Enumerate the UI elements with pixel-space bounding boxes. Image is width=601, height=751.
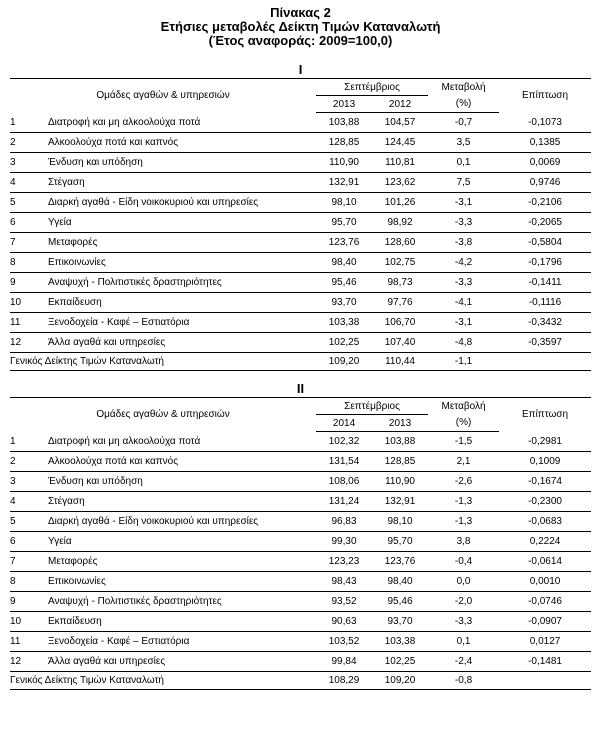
total-row: [10, 672, 591, 690]
row-change: -2,6: [428, 472, 499, 492]
row-change: 0,1: [428, 632, 499, 652]
change-header: Μεταβολή: [428, 398, 499, 415]
row-effect: -0,0907: [499, 612, 591, 632]
row-value-year1: 123,23: [316, 552, 372, 572]
row-group-name: Διατροφή και μη αλκοολούχα ποτά: [48, 432, 316, 452]
row-effect: -0,0746: [499, 592, 591, 612]
table-row: [10, 213, 591, 233]
row-value-year1: 96,83: [316, 512, 372, 532]
row-group-name: Υγεία: [48, 213, 316, 233]
row-value-year1: 102,32: [316, 432, 372, 452]
row-group-name: Εκπαίδευση: [48, 293, 316, 313]
table-number: Πίνακας 2: [270, 5, 331, 20]
row-effect: 0,0127: [499, 632, 591, 652]
row-number: 9: [10, 592, 48, 612]
row-value-year2: 98,10: [372, 512, 428, 532]
total-label: Γενικός Δείκτης Τιμών Καταναλωτή: [10, 672, 316, 690]
row-effect: -0,2106: [499, 193, 591, 213]
total-label: Γενικός Δείκτης Τιμών Καταναλωτή: [10, 353, 316, 371]
row-change: -2,0: [428, 592, 499, 612]
row-number: 4: [10, 492, 48, 512]
row-effect: -0,1411: [499, 273, 591, 293]
row-value-year1: 132,91: [316, 173, 372, 193]
row-value-year2: 104,57: [372, 113, 428, 133]
row-number: 9: [10, 273, 48, 293]
row-group-name: Διαρκή αγαθά - Είδη νοικοκυριού και υπηρεσίες: [48, 512, 316, 532]
row-effect: 0,0010: [499, 572, 591, 592]
row-value-year1: 93,70: [316, 293, 372, 313]
row-change: -3,1: [428, 193, 499, 213]
reference-year: (Έτος αναφοράς: 2009=100,0): [208, 33, 393, 48]
total-effect-empty: [499, 672, 591, 690]
row-change: -4,1: [428, 293, 499, 313]
row-group-name: Υγεία: [48, 532, 316, 552]
row-group-name: Αναψυχή - Πολιτιστικές δραστηριότητες: [48, 273, 316, 293]
row-group-name: Ξενοδοχεία - Καφέ – Εστιατόρια: [48, 313, 316, 333]
row-value-year2: 93,70: [372, 612, 428, 632]
row-change: -4,2: [428, 253, 499, 273]
row-value-year2: 102,25: [372, 652, 428, 672]
total-row: [10, 353, 591, 371]
row-number: 7: [10, 233, 48, 253]
row-value-year2: 128,85: [372, 452, 428, 472]
groups-header: Ομάδες αγαθών & υπηρεσιών: [10, 398, 316, 432]
price-index-table: [10, 78, 591, 371]
row-number: 3: [10, 153, 48, 173]
table-row: [10, 512, 591, 532]
table-row: [10, 572, 591, 592]
table-row: [10, 313, 591, 333]
row-effect: 0,1009: [499, 452, 591, 472]
row-change: 0,0: [428, 572, 499, 592]
row-value-year2: 95,46: [372, 592, 428, 612]
row-value-year1: 93,52: [316, 592, 372, 612]
row-value-year1: 131,24: [316, 492, 372, 512]
row-group-name: Διαρκή αγαθά - Είδη νοικοκυριού και υπηρεσίες: [48, 193, 316, 213]
table-row: [10, 253, 591, 273]
row-group-name: Άλλα αγαθά και υπηρεσίες: [48, 652, 316, 672]
table-row: [10, 432, 591, 452]
sections-container: [0, 62, 601, 690]
row-number: 5: [10, 512, 48, 532]
effect-header: Επίπτωση: [499, 398, 591, 432]
year2-header: 2012: [372, 96, 428, 113]
row-group-name: Επικοινωνίες: [48, 572, 316, 592]
row-value-year1: 102,25: [316, 333, 372, 353]
row-change: -0,7: [428, 113, 499, 133]
row-change: -2,4: [428, 652, 499, 672]
row-change: -1,5: [428, 432, 499, 452]
table-row: [10, 273, 591, 293]
row-value-year1: 103,38: [316, 313, 372, 333]
table-row: [10, 293, 591, 313]
row-number: 11: [10, 313, 48, 333]
change-unit-header: (%): [428, 415, 499, 432]
row-number: 1: [10, 432, 48, 452]
table-row: [10, 113, 591, 133]
effect-header: Επίπτωση: [499, 79, 591, 113]
row-number: 10: [10, 612, 48, 632]
row-effect: -0,0614: [499, 552, 591, 572]
row-number: 1: [10, 113, 48, 133]
year1-header: 2013: [316, 96, 372, 113]
price-index-table: [10, 397, 591, 690]
row-number: 7: [10, 552, 48, 572]
row-value-year2: 124,45: [372, 133, 428, 153]
row-value-year2: 123,76: [372, 552, 428, 572]
row-change: -1,3: [428, 492, 499, 512]
year2-header: 2013: [372, 415, 428, 432]
row-effect: -0,2065: [499, 213, 591, 233]
row-value-year2: 95,70: [372, 532, 428, 552]
row-group-name: Μεταφορές: [48, 233, 316, 253]
groups-header: Ομάδες αγαθών & υπηρεσιών: [10, 79, 316, 113]
total-change: -0,8: [428, 672, 499, 690]
row-effect: -0,5804: [499, 233, 591, 253]
row-number: 3: [10, 472, 48, 492]
row-group-name: Ένδυση και υπόδηση: [48, 472, 316, 492]
total-value-year2: 109,20: [372, 672, 428, 690]
row-value-year1: 103,52: [316, 632, 372, 652]
row-effect: -0,3432: [499, 313, 591, 333]
row-value-year2: 103,88: [372, 432, 428, 452]
row-group-name: Αλκοολούχα ποτά και καπνός: [48, 452, 316, 472]
row-group-name: Επικοινωνίες: [48, 253, 316, 273]
row-group-name: Στέγαση: [48, 173, 316, 193]
row-value-year2: 97,76: [372, 293, 428, 313]
row-number: 4: [10, 173, 48, 193]
row-value-year1: 95,46: [316, 273, 372, 293]
row-change: -3,3: [428, 213, 499, 233]
row-change: -3,3: [428, 612, 499, 632]
row-effect: -0,2300: [499, 492, 591, 512]
row-change: -1,3: [428, 512, 499, 532]
row-change: 0,1: [428, 153, 499, 173]
row-change: -4,8: [428, 333, 499, 353]
row-value-year2: 98,40: [372, 572, 428, 592]
table-row: [10, 652, 591, 672]
row-number: 2: [10, 452, 48, 472]
row-change: -3,1: [428, 313, 499, 333]
row-change: 7,5: [428, 173, 499, 193]
row-value-year1: 99,84: [316, 652, 372, 672]
month-header: Σεπτέμβριος: [316, 79, 428, 96]
row-change: 2,1: [428, 452, 499, 472]
row-group-name: Εκπαίδευση: [48, 612, 316, 632]
row-value-year1: 90,63: [316, 612, 372, 632]
table-row: [10, 173, 591, 193]
row-value-year2: 103,38: [372, 632, 428, 652]
row-value-year2: 110,90: [372, 472, 428, 492]
row-group-name: Διατροφή και μη αλκοολούχα ποτά: [48, 113, 316, 133]
row-effect: -0,1481: [499, 652, 591, 672]
month-header: Σεπτέμβριος: [316, 398, 428, 415]
table-row: [10, 133, 591, 153]
row-value-year1: 108,06: [316, 472, 372, 492]
row-number: 12: [10, 652, 48, 672]
row-number: 12: [10, 333, 48, 353]
row-group-name: Αλκοολούχα ποτά και καπνός: [48, 133, 316, 153]
row-value-year2: 106,70: [372, 313, 428, 333]
row-number: 6: [10, 213, 48, 233]
total-value-year1: 108,29: [316, 672, 372, 690]
table-row: [10, 472, 591, 492]
row-number: 6: [10, 532, 48, 552]
table-row: [10, 612, 591, 632]
row-value-year1: 95,70: [316, 213, 372, 233]
table-row: [10, 492, 591, 512]
row-group-name: Μεταφορές: [48, 552, 316, 572]
row-value-year1: 98,43: [316, 572, 372, 592]
row-effect: -0,1796: [499, 253, 591, 273]
table-row: [10, 552, 591, 572]
row-group-name: Άλλα αγαθά και υπηρεσίες: [48, 333, 316, 353]
row-value-year1: 131,54: [316, 452, 372, 472]
document-title: [0, 0, 601, 48]
row-effect: -0,1674: [499, 472, 591, 492]
row-change: 3,8: [428, 532, 499, 552]
row-value-year1: 123,76: [316, 233, 372, 253]
total-effect-empty: [499, 353, 591, 371]
row-effect: -0,1073: [499, 113, 591, 133]
row-group-name: Στέγαση: [48, 492, 316, 512]
row-effect: -0,3597: [499, 333, 591, 353]
table-title: Ετήσιες μεταβολές Δείκτη Τιμών Καταναλωτή: [160, 19, 441, 34]
row-number: 5: [10, 193, 48, 213]
row-value-year2: 123,62: [372, 173, 428, 193]
row-group-name: Ξενοδοχεία - Καφέ – Εστιατόρια: [48, 632, 316, 652]
total-change: -1,1: [428, 353, 499, 371]
year1-header: 2014: [316, 415, 372, 432]
section-mark: I: [298, 62, 303, 77]
header-row-top: [10, 79, 591, 96]
row-value-year2: 102,75: [372, 253, 428, 273]
table-row: [10, 193, 591, 213]
row-value-year1: 103,88: [316, 113, 372, 133]
row-number: 8: [10, 572, 48, 592]
row-change: -3,3: [428, 273, 499, 293]
row-value-year1: 98,40: [316, 253, 372, 273]
row-number: 11: [10, 632, 48, 652]
row-value-year1: 99,30: [316, 532, 372, 552]
table-row: [10, 233, 591, 253]
row-effect: 0,0069: [499, 153, 591, 173]
row-group-name: Ένδυση και υπόδηση: [48, 153, 316, 173]
row-value-year2: 132,91: [372, 492, 428, 512]
table-row: [10, 632, 591, 652]
total-value-year1: 109,20: [316, 353, 372, 371]
row-value-year1: 98,10: [316, 193, 372, 213]
row-value-year2: 98,92: [372, 213, 428, 233]
row-value-year1: 128,85: [316, 133, 372, 153]
row-effect: 0,2224: [499, 532, 591, 552]
row-change: -0,4: [428, 552, 499, 572]
row-effect: 0,1385: [499, 133, 591, 153]
row-effect: -0,0683: [499, 512, 591, 532]
row-number: 2: [10, 133, 48, 153]
row-change: 3,5: [428, 133, 499, 153]
row-effect: -0,2981: [499, 432, 591, 452]
row-value-year2: 107,40: [372, 333, 428, 353]
row-number: 10: [10, 293, 48, 313]
total-value-year2: 110,44: [372, 353, 428, 371]
row-value-year2: 101,26: [372, 193, 428, 213]
row-value-year2: 128,60: [372, 233, 428, 253]
row-effect: -0,1116: [499, 293, 591, 313]
section-mark: II: [296, 381, 305, 396]
row-group-name: Αναψυχή - Πολιτιστικές δραστηριότητες: [48, 592, 316, 612]
table-row: [10, 153, 591, 173]
row-effect: 0,9746: [499, 173, 591, 193]
row-value-year1: 110,90: [316, 153, 372, 173]
row-number: 8: [10, 253, 48, 273]
row-change: -3,8: [428, 233, 499, 253]
row-value-year2: 98,73: [372, 273, 428, 293]
row-value-year2: 110,81: [372, 153, 428, 173]
table-row: [10, 452, 591, 472]
change-header: Μεταβολή: [428, 79, 499, 96]
table-row: [10, 592, 591, 612]
change-unit-header: (%): [428, 96, 499, 113]
table-row: [10, 532, 591, 552]
table-row: [10, 333, 591, 353]
header-row-top: [10, 398, 591, 415]
